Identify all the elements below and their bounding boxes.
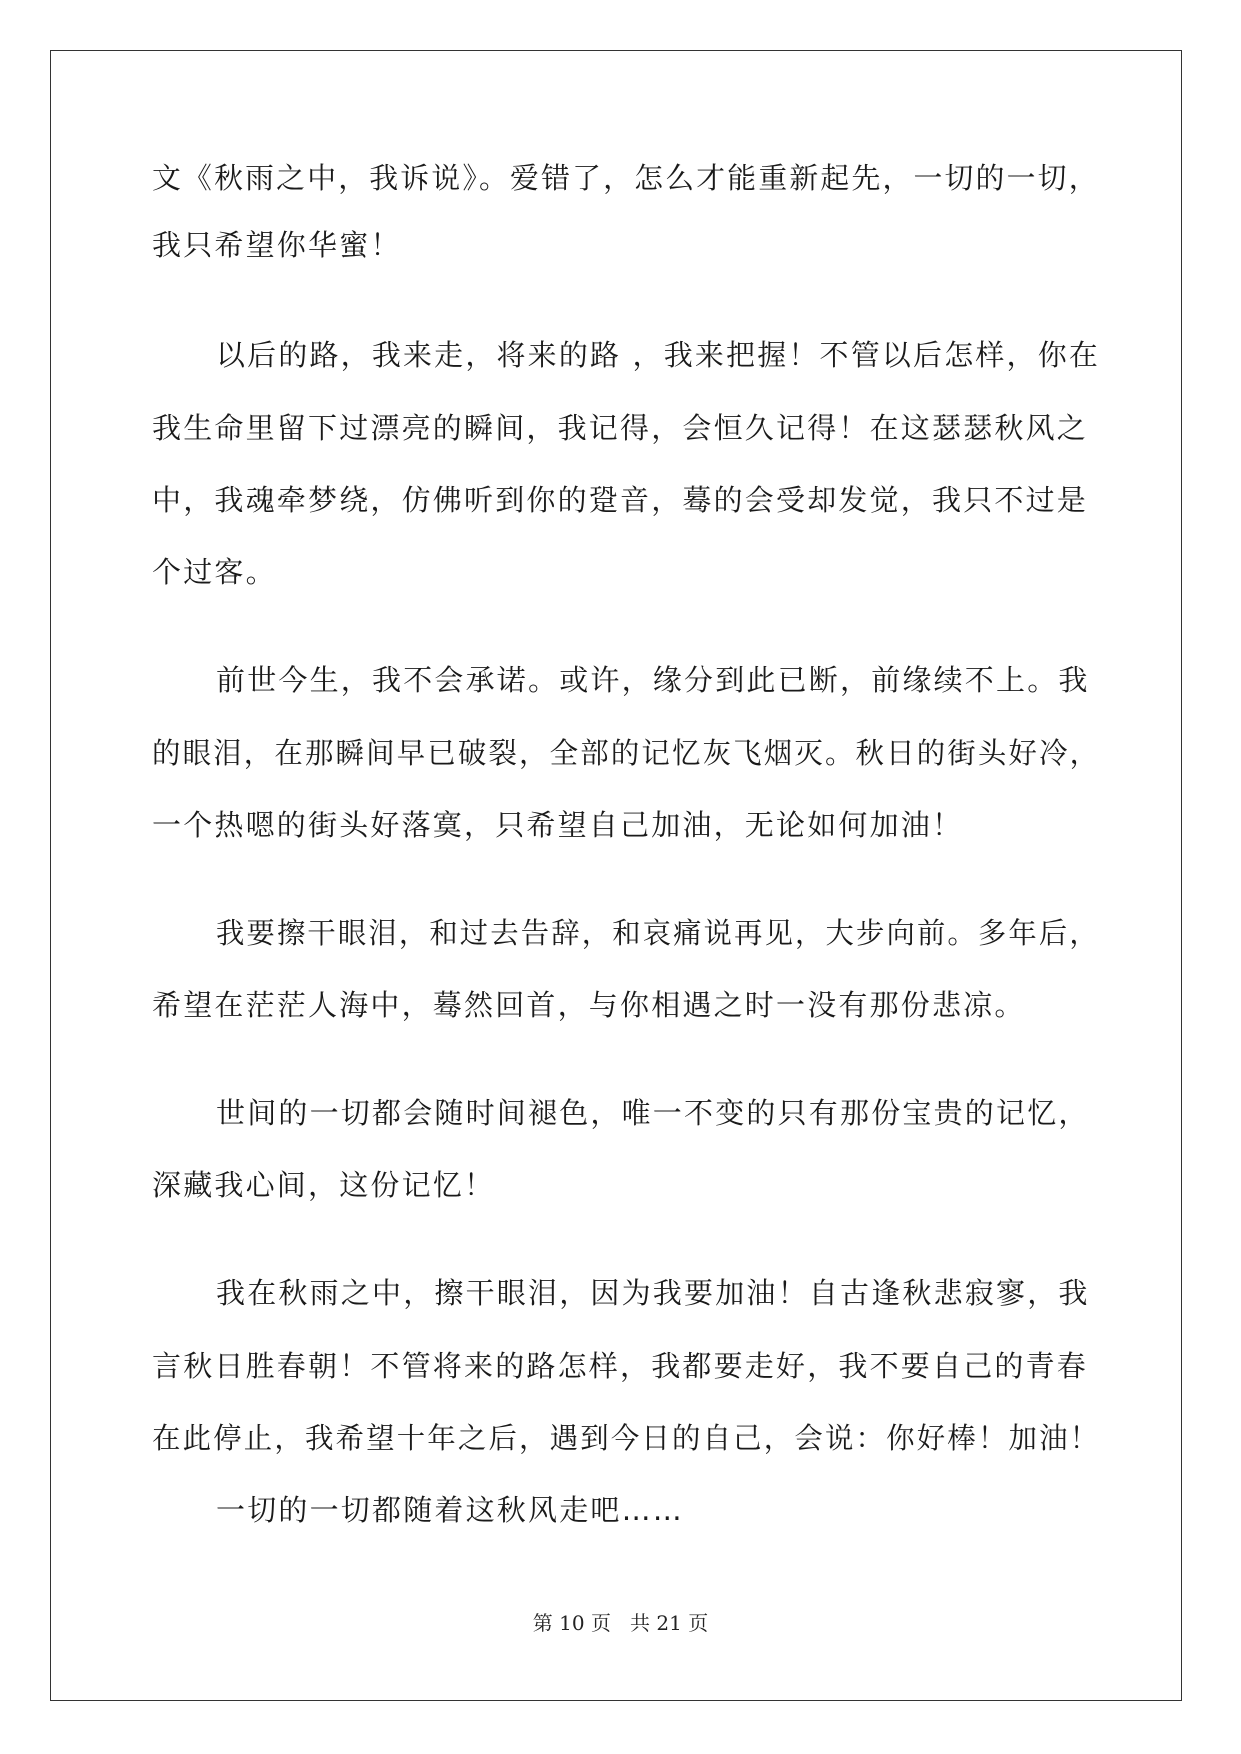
text-line: 我要擦干眼泪，和过去告辞，和哀痛说再见，大步向前。多年后， xyxy=(216,916,1100,950)
text-line: 深藏我心间，这份记忆！ xyxy=(152,1168,496,1202)
text-line: 言秋日胜春朝！不管将来的路怎样，我都要走好，我不要自己的青春 xyxy=(152,1349,1089,1383)
text-line: 世间的一切都会随时间褪色，唯一不变的只有那份宝贵的记忆， xyxy=(216,1096,1090,1130)
text-line: 我生命里留下过漂亮的瞬间，我记得，会恒久记得！在这瑟瑟秋风之 xyxy=(152,411,1089,445)
text-line: 的眼泪，在那瞬间早已破裂，全部的记忆灰飞烟灭。秋日的街头好冷， xyxy=(152,736,1101,770)
text-line: 文《秋雨之中，我诉说》。爱错了，怎么才能重新起先，一切的一切， xyxy=(152,161,1100,195)
text-line: 一个热嗯的街头好落寞，只希望自己加油，无论如何加油！ xyxy=(152,808,964,842)
text-line: 我在秋雨之中，擦干眼泪，因为我要加油！自古逢秋悲寂寥，我 xyxy=(216,1276,1090,1310)
text-line: 个过客。 xyxy=(152,555,277,589)
text-line: 前世今生，我不会承诺。或许，缘分到此已断，前缘续不上。我 xyxy=(216,663,1090,697)
text-line: 一切的一切都随着这秋风走吧…… xyxy=(216,1493,685,1527)
text-line: 中，我魂牵梦绕，仿佛听到你的跫音，蓦的会受却发觉，我只不过是 xyxy=(152,483,1089,517)
text-line: 在此停止，我希望十年之后，遇到今日的自己，会说：你好棒！加油！ xyxy=(152,1421,1101,1455)
text-line: 以后的路，我来走，将来的路 ，我来把握！不管以后怎样，你在 xyxy=(216,338,1101,372)
page-number-footer: 第 10 页 共 21 页 xyxy=(532,1611,709,1635)
text-line: 我只希望你华蜜！ xyxy=(152,228,402,262)
text-line: 希望在茫茫人海中，蓦然回首，与你相遇之时一没有那份悲凉。 xyxy=(152,988,1026,1022)
